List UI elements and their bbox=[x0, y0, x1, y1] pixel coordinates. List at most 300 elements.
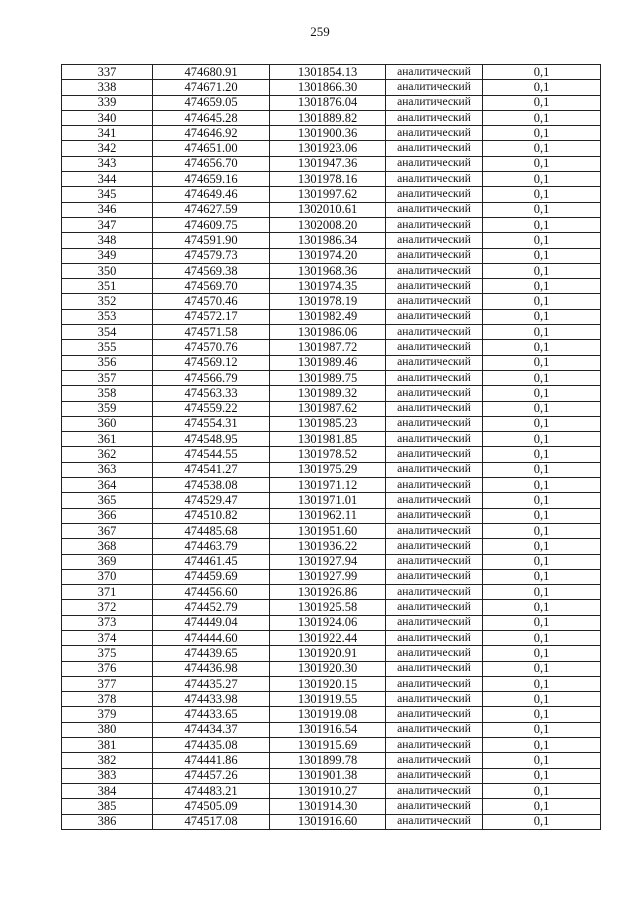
point-number-cell: 347 bbox=[62, 217, 153, 232]
table-row bbox=[62, 707, 601, 722]
x-coordinate-cell: 474444.60 bbox=[153, 630, 270, 645]
method-cell: аналитический bbox=[386, 768, 483, 783]
x-coordinate-cell: 474548.95 bbox=[153, 432, 270, 447]
method-cell: аналитический bbox=[386, 661, 483, 676]
method-cell: аналитический bbox=[386, 172, 483, 187]
table-row bbox=[62, 172, 601, 187]
y-coordinate-cell: 1301971.01 bbox=[270, 493, 386, 508]
accuracy-cell: 0,1 bbox=[483, 661, 601, 676]
table-row bbox=[62, 799, 601, 814]
table-row bbox=[62, 722, 601, 737]
x-coordinate-cell: 474572.17 bbox=[153, 309, 270, 324]
table-row bbox=[62, 768, 601, 783]
y-coordinate-cell: 1301974.20 bbox=[270, 248, 386, 263]
point-number-cell: 348 bbox=[62, 233, 153, 248]
x-coordinate-cell: 474483.21 bbox=[153, 783, 270, 798]
y-coordinate-cell: 1301914.30 bbox=[270, 799, 386, 814]
method-cell: аналитический bbox=[386, 523, 483, 538]
point-number-cell: 381 bbox=[62, 738, 153, 753]
table-row bbox=[62, 600, 601, 615]
point-number-cell: 363 bbox=[62, 462, 153, 477]
accuracy-cell: 0,1 bbox=[483, 340, 601, 355]
y-coordinate-cell: 1301927.94 bbox=[270, 554, 386, 569]
x-coordinate-cell: 474569.12 bbox=[153, 355, 270, 370]
accuracy-cell: 0,1 bbox=[483, 279, 601, 294]
table-row bbox=[62, 478, 601, 493]
accuracy-cell: 0,1 bbox=[483, 401, 601, 416]
table-row bbox=[62, 416, 601, 431]
table-row bbox=[62, 187, 601, 202]
y-coordinate-cell: 1301978.19 bbox=[270, 294, 386, 309]
accuracy-cell: 0,1 bbox=[483, 110, 601, 125]
table-row bbox=[62, 569, 601, 584]
y-coordinate-cell: 1301922.44 bbox=[270, 630, 386, 645]
accuracy-cell: 0,1 bbox=[483, 799, 601, 814]
coordinates-table bbox=[61, 64, 601, 830]
method-cell: аналитический bbox=[386, 508, 483, 523]
y-coordinate-cell: 1301919.55 bbox=[270, 692, 386, 707]
x-coordinate-cell: 474571.58 bbox=[153, 325, 270, 340]
table-row bbox=[62, 156, 601, 171]
point-number-cell: 349 bbox=[62, 248, 153, 263]
method-cell: аналитический bbox=[386, 95, 483, 110]
x-coordinate-cell: 474510.82 bbox=[153, 508, 270, 523]
x-coordinate-cell: 474544.55 bbox=[153, 447, 270, 462]
y-coordinate-cell: 1301866.30 bbox=[270, 80, 386, 95]
method-cell: аналитический bbox=[386, 386, 483, 401]
table-row bbox=[62, 539, 601, 554]
x-coordinate-cell: 474646.92 bbox=[153, 126, 270, 141]
point-number-cell: 351 bbox=[62, 279, 153, 294]
point-number-cell: 385 bbox=[62, 799, 153, 814]
y-coordinate-cell: 1301968.36 bbox=[270, 263, 386, 278]
x-coordinate-cell: 474435.08 bbox=[153, 738, 270, 753]
method-cell: аналитический bbox=[386, 340, 483, 355]
x-coordinate-cell: 474449.04 bbox=[153, 615, 270, 630]
y-coordinate-cell: 1301920.91 bbox=[270, 646, 386, 661]
x-coordinate-cell: 474485.68 bbox=[153, 523, 270, 538]
table-row bbox=[62, 508, 601, 523]
table-row bbox=[62, 462, 601, 477]
method-cell: аналитический bbox=[386, 217, 483, 232]
y-coordinate-cell: 1301876.04 bbox=[270, 95, 386, 110]
accuracy-cell: 0,1 bbox=[483, 692, 601, 707]
point-number-cell: 383 bbox=[62, 768, 153, 783]
x-coordinate-cell: 474435.27 bbox=[153, 676, 270, 691]
x-coordinate-cell: 474529.47 bbox=[153, 493, 270, 508]
x-coordinate-cell: 474645.28 bbox=[153, 110, 270, 125]
table-row bbox=[62, 65, 601, 80]
point-number-cell: 344 bbox=[62, 172, 153, 187]
method-cell: аналитический bbox=[386, 187, 483, 202]
x-coordinate-cell: 474659.05 bbox=[153, 95, 270, 110]
point-number-cell: 338 bbox=[62, 80, 153, 95]
table-row bbox=[62, 279, 601, 294]
accuracy-cell: 0,1 bbox=[483, 783, 601, 798]
method-cell: аналитический bbox=[386, 462, 483, 477]
method-cell: аналитический bbox=[386, 783, 483, 798]
y-coordinate-cell: 1301974.35 bbox=[270, 279, 386, 294]
y-coordinate-cell: 1301920.30 bbox=[270, 661, 386, 676]
point-number-cell: 360 bbox=[62, 416, 153, 431]
y-coordinate-cell: 1301901.38 bbox=[270, 768, 386, 783]
point-number-cell: 373 bbox=[62, 615, 153, 630]
y-coordinate-cell: 1301987.62 bbox=[270, 401, 386, 416]
y-coordinate-cell: 1301985.23 bbox=[270, 416, 386, 431]
method-cell: аналитический bbox=[386, 722, 483, 737]
x-coordinate-cell: 474656.70 bbox=[153, 156, 270, 171]
y-coordinate-cell: 1301982.49 bbox=[270, 309, 386, 324]
x-coordinate-cell: 474651.00 bbox=[153, 141, 270, 156]
method-cell: аналитический bbox=[386, 692, 483, 707]
accuracy-cell: 0,1 bbox=[483, 768, 601, 783]
y-coordinate-cell: 1301951.60 bbox=[270, 523, 386, 538]
method-cell: аналитический bbox=[386, 370, 483, 385]
point-number-cell: 377 bbox=[62, 676, 153, 691]
accuracy-cell: 0,1 bbox=[483, 187, 601, 202]
method-cell: аналитический bbox=[386, 156, 483, 171]
method-cell: аналитический bbox=[386, 279, 483, 294]
y-coordinate-cell: 1301916.60 bbox=[270, 814, 386, 829]
table-row bbox=[62, 646, 601, 661]
x-coordinate-cell: 474554.31 bbox=[153, 416, 270, 431]
table-row bbox=[62, 325, 601, 340]
table-row bbox=[62, 661, 601, 676]
coordinates-table-body bbox=[62, 65, 601, 830]
method-cell: аналитический bbox=[386, 401, 483, 416]
accuracy-cell: 0,1 bbox=[483, 478, 601, 493]
x-coordinate-cell: 474505.09 bbox=[153, 799, 270, 814]
point-number-cell: 364 bbox=[62, 478, 153, 493]
point-number-cell: 366 bbox=[62, 508, 153, 523]
table-row bbox=[62, 141, 601, 156]
y-coordinate-cell: 1301920.15 bbox=[270, 676, 386, 691]
point-number-cell: 354 bbox=[62, 325, 153, 340]
method-cell: аналитический bbox=[386, 585, 483, 600]
method-cell: аналитический bbox=[386, 355, 483, 370]
x-coordinate-cell: 474570.76 bbox=[153, 340, 270, 355]
point-number-cell: 343 bbox=[62, 156, 153, 171]
accuracy-cell: 0,1 bbox=[483, 447, 601, 462]
y-coordinate-cell: 1301910.27 bbox=[270, 783, 386, 798]
x-coordinate-cell: 474436.98 bbox=[153, 661, 270, 676]
table-row bbox=[62, 95, 601, 110]
table-row bbox=[62, 523, 601, 538]
y-coordinate-cell: 1301900.36 bbox=[270, 126, 386, 141]
x-coordinate-cell: 474463.79 bbox=[153, 539, 270, 554]
method-cell: аналитический bbox=[386, 309, 483, 324]
accuracy-cell: 0,1 bbox=[483, 309, 601, 324]
accuracy-cell: 0,1 bbox=[483, 585, 601, 600]
accuracy-cell: 0,1 bbox=[483, 126, 601, 141]
y-coordinate-cell: 1301925.58 bbox=[270, 600, 386, 615]
point-number-cell: 355 bbox=[62, 340, 153, 355]
method-cell: аналитический bbox=[386, 646, 483, 661]
x-coordinate-cell: 474627.59 bbox=[153, 202, 270, 217]
method-cell: аналитический bbox=[386, 753, 483, 768]
y-coordinate-cell: 1301989.46 bbox=[270, 355, 386, 370]
x-coordinate-cell: 474570.46 bbox=[153, 294, 270, 309]
method-cell: аналитический bbox=[386, 554, 483, 569]
point-number-cell: 376 bbox=[62, 661, 153, 676]
accuracy-cell: 0,1 bbox=[483, 263, 601, 278]
accuracy-cell: 0,1 bbox=[483, 217, 601, 232]
table-row bbox=[62, 615, 601, 630]
y-coordinate-cell: 1301889.82 bbox=[270, 110, 386, 125]
accuracy-cell: 0,1 bbox=[483, 814, 601, 829]
x-coordinate-cell: 474459.69 bbox=[153, 569, 270, 584]
method-cell: аналитический bbox=[386, 432, 483, 447]
y-coordinate-cell: 1301986.06 bbox=[270, 325, 386, 340]
point-number-cell: 365 bbox=[62, 493, 153, 508]
point-number-cell: 372 bbox=[62, 600, 153, 615]
y-coordinate-cell: 1301978.52 bbox=[270, 447, 386, 462]
accuracy-cell: 0,1 bbox=[483, 65, 601, 80]
table-row bbox=[62, 432, 601, 447]
method-cell: аналитический bbox=[386, 248, 483, 263]
accuracy-cell: 0,1 bbox=[483, 462, 601, 477]
point-number-cell: 352 bbox=[62, 294, 153, 309]
point-number-cell: 380 bbox=[62, 722, 153, 737]
y-coordinate-cell: 1301981.85 bbox=[270, 432, 386, 447]
x-coordinate-cell: 474569.70 bbox=[153, 279, 270, 294]
y-coordinate-cell: 1301919.08 bbox=[270, 707, 386, 722]
point-number-cell: 371 bbox=[62, 585, 153, 600]
x-coordinate-cell: 474591.90 bbox=[153, 233, 270, 248]
table-row bbox=[62, 355, 601, 370]
point-number-cell: 345 bbox=[62, 187, 153, 202]
accuracy-cell: 0,1 bbox=[483, 569, 601, 584]
point-number-cell: 353 bbox=[62, 309, 153, 324]
method-cell: аналитический bbox=[386, 294, 483, 309]
x-coordinate-cell: 474659.16 bbox=[153, 172, 270, 187]
point-number-cell: 384 bbox=[62, 783, 153, 798]
method-cell: аналитический bbox=[386, 676, 483, 691]
method-cell: аналитический bbox=[386, 539, 483, 554]
y-coordinate-cell: 1301989.32 bbox=[270, 386, 386, 401]
table-row bbox=[62, 217, 601, 232]
accuracy-cell: 0,1 bbox=[483, 370, 601, 385]
x-coordinate-cell: 474456.60 bbox=[153, 585, 270, 600]
y-coordinate-cell: 1301962.11 bbox=[270, 508, 386, 523]
point-number-cell: 361 bbox=[62, 432, 153, 447]
accuracy-cell: 0,1 bbox=[483, 80, 601, 95]
accuracy-cell: 0,1 bbox=[483, 202, 601, 217]
y-coordinate-cell: 1301975.29 bbox=[270, 462, 386, 477]
accuracy-cell: 0,1 bbox=[483, 707, 601, 722]
point-number-cell: 375 bbox=[62, 646, 153, 661]
x-coordinate-cell: 474457.26 bbox=[153, 768, 270, 783]
point-number-cell: 341 bbox=[62, 126, 153, 141]
method-cell: аналитический bbox=[386, 738, 483, 753]
method-cell: аналитический bbox=[386, 65, 483, 80]
table-row bbox=[62, 294, 601, 309]
method-cell: аналитический bbox=[386, 416, 483, 431]
table-row bbox=[62, 814, 601, 829]
accuracy-cell: 0,1 bbox=[483, 172, 601, 187]
method-cell: аналитический bbox=[386, 814, 483, 829]
point-number-cell: 340 bbox=[62, 110, 153, 125]
method-cell: аналитический bbox=[386, 569, 483, 584]
method-cell: аналитический bbox=[386, 600, 483, 615]
y-coordinate-cell: 1301978.16 bbox=[270, 172, 386, 187]
x-coordinate-cell: 474559.22 bbox=[153, 401, 270, 416]
x-coordinate-cell: 474649.46 bbox=[153, 187, 270, 202]
table-row bbox=[62, 370, 601, 385]
accuracy-cell: 0,1 bbox=[483, 355, 601, 370]
accuracy-cell: 0,1 bbox=[483, 753, 601, 768]
method-cell: аналитический bbox=[386, 202, 483, 217]
y-coordinate-cell: 1302010.61 bbox=[270, 202, 386, 217]
y-coordinate-cell: 1301989.75 bbox=[270, 370, 386, 385]
y-coordinate-cell: 1301936.22 bbox=[270, 539, 386, 554]
point-number-cell: 382 bbox=[62, 753, 153, 768]
method-cell: аналитический bbox=[386, 630, 483, 645]
point-number-cell: 350 bbox=[62, 263, 153, 278]
y-coordinate-cell: 1301926.86 bbox=[270, 585, 386, 600]
x-coordinate-cell: 474671.20 bbox=[153, 80, 270, 95]
point-number-cell: 362 bbox=[62, 447, 153, 462]
table-row bbox=[62, 340, 601, 355]
table-row bbox=[62, 692, 601, 707]
table-row bbox=[62, 447, 601, 462]
y-coordinate-cell: 1301915.69 bbox=[270, 738, 386, 753]
accuracy-cell: 0,1 bbox=[483, 141, 601, 156]
accuracy-cell: 0,1 bbox=[483, 630, 601, 645]
y-coordinate-cell: 1301997.62 bbox=[270, 187, 386, 202]
x-coordinate-cell: 474433.98 bbox=[153, 692, 270, 707]
x-coordinate-cell: 474566.79 bbox=[153, 370, 270, 385]
point-number-cell: 379 bbox=[62, 707, 153, 722]
accuracy-cell: 0,1 bbox=[483, 493, 601, 508]
accuracy-cell: 0,1 bbox=[483, 386, 601, 401]
accuracy-cell: 0,1 bbox=[483, 600, 601, 615]
table-row bbox=[62, 630, 601, 645]
accuracy-cell: 0,1 bbox=[483, 233, 601, 248]
point-number-cell: 358 bbox=[62, 386, 153, 401]
accuracy-cell: 0,1 bbox=[483, 248, 601, 263]
table-row bbox=[62, 263, 601, 278]
x-coordinate-cell: 474579.73 bbox=[153, 248, 270, 263]
accuracy-cell: 0,1 bbox=[483, 539, 601, 554]
table-row bbox=[62, 386, 601, 401]
table-row bbox=[62, 309, 601, 324]
y-coordinate-cell: 1301854.13 bbox=[270, 65, 386, 80]
table-row bbox=[62, 554, 601, 569]
method-cell: аналитический bbox=[386, 141, 483, 156]
table-row bbox=[62, 783, 601, 798]
point-number-cell: 339 bbox=[62, 95, 153, 110]
x-coordinate-cell: 474433.65 bbox=[153, 707, 270, 722]
table-row bbox=[62, 248, 601, 263]
y-coordinate-cell: 1301923.06 bbox=[270, 141, 386, 156]
x-coordinate-cell: 474461.45 bbox=[153, 554, 270, 569]
accuracy-cell: 0,1 bbox=[483, 554, 601, 569]
method-cell: аналитический bbox=[386, 447, 483, 462]
x-coordinate-cell: 474434.37 bbox=[153, 722, 270, 737]
table-row bbox=[62, 80, 601, 95]
y-coordinate-cell: 1301927.99 bbox=[270, 569, 386, 584]
table-row bbox=[62, 753, 601, 768]
accuracy-cell: 0,1 bbox=[483, 722, 601, 737]
accuracy-cell: 0,1 bbox=[483, 432, 601, 447]
accuracy-cell: 0,1 bbox=[483, 294, 601, 309]
point-number-cell: 369 bbox=[62, 554, 153, 569]
method-cell: аналитический bbox=[386, 325, 483, 340]
table-row bbox=[62, 233, 601, 248]
accuracy-cell: 0,1 bbox=[483, 156, 601, 171]
point-number-cell: 386 bbox=[62, 814, 153, 829]
accuracy-cell: 0,1 bbox=[483, 95, 601, 110]
x-coordinate-cell: 474563.33 bbox=[153, 386, 270, 401]
point-number-cell: 359 bbox=[62, 401, 153, 416]
y-coordinate-cell: 1301971.12 bbox=[270, 478, 386, 493]
point-number-cell: 337 bbox=[62, 65, 153, 80]
x-coordinate-cell: 474452.79 bbox=[153, 600, 270, 615]
accuracy-cell: 0,1 bbox=[483, 416, 601, 431]
x-coordinate-cell: 474439.65 bbox=[153, 646, 270, 661]
y-coordinate-cell: 1301916.54 bbox=[270, 722, 386, 737]
table-row bbox=[62, 110, 601, 125]
method-cell: аналитический bbox=[386, 615, 483, 630]
x-coordinate-cell: 474609.75 bbox=[153, 217, 270, 232]
point-number-cell: 374 bbox=[62, 630, 153, 645]
point-number-cell: 356 bbox=[62, 355, 153, 370]
table-row bbox=[62, 676, 601, 691]
point-number-cell: 357 bbox=[62, 370, 153, 385]
accuracy-cell: 0,1 bbox=[483, 646, 601, 661]
y-coordinate-cell: 1301924.06 bbox=[270, 615, 386, 630]
point-number-cell: 370 bbox=[62, 569, 153, 584]
method-cell: аналитический bbox=[386, 80, 483, 95]
method-cell: аналитический bbox=[386, 263, 483, 278]
table-row bbox=[62, 401, 601, 416]
x-coordinate-cell: 474517.08 bbox=[153, 814, 270, 829]
accuracy-cell: 0,1 bbox=[483, 325, 601, 340]
method-cell: аналитический bbox=[386, 478, 483, 493]
accuracy-cell: 0,1 bbox=[483, 676, 601, 691]
method-cell: аналитический bbox=[386, 493, 483, 508]
page-number: 259 bbox=[310, 24, 330, 39]
x-coordinate-cell: 474680.91 bbox=[153, 65, 270, 80]
x-coordinate-cell: 474441.86 bbox=[153, 753, 270, 768]
method-cell: аналитический bbox=[386, 126, 483, 141]
y-coordinate-cell: 1302008.20 bbox=[270, 217, 386, 232]
x-coordinate-cell: 474541.27 bbox=[153, 462, 270, 477]
point-number-cell: 378 bbox=[62, 692, 153, 707]
table-row bbox=[62, 126, 601, 141]
y-coordinate-cell: 1301899.78 bbox=[270, 753, 386, 768]
accuracy-cell: 0,1 bbox=[483, 738, 601, 753]
point-number-cell: 342 bbox=[62, 141, 153, 156]
table-row bbox=[62, 585, 601, 600]
accuracy-cell: 0,1 bbox=[483, 615, 601, 630]
y-coordinate-cell: 1301947.36 bbox=[270, 156, 386, 171]
point-number-cell: 367 bbox=[62, 523, 153, 538]
x-coordinate-cell: 474538.08 bbox=[153, 478, 270, 493]
table-row bbox=[62, 738, 601, 753]
y-coordinate-cell: 1301987.72 bbox=[270, 340, 386, 355]
x-coordinate-cell: 474569.38 bbox=[153, 263, 270, 278]
point-number-cell: 368 bbox=[62, 539, 153, 554]
y-coordinate-cell: 1301986.34 bbox=[270, 233, 386, 248]
table-row bbox=[62, 493, 601, 508]
point-number-cell: 346 bbox=[62, 202, 153, 217]
method-cell: аналитический bbox=[386, 799, 483, 814]
accuracy-cell: 0,1 bbox=[483, 508, 601, 523]
table-row bbox=[62, 202, 601, 217]
accuracy-cell: 0,1 bbox=[483, 523, 601, 538]
